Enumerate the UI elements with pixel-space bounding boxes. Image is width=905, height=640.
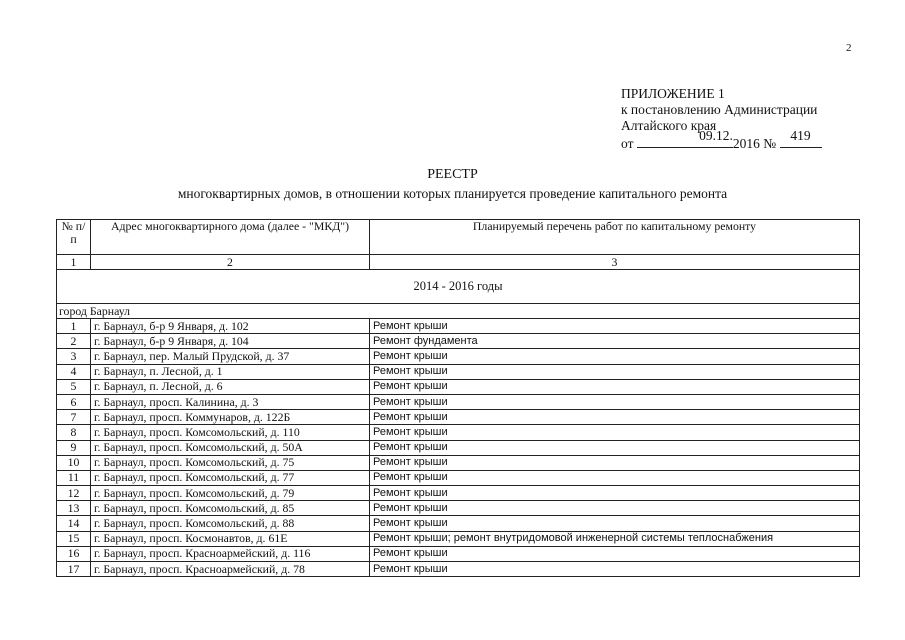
date-value: 09.12. bbox=[699, 128, 733, 143]
row-address: г. Барнаул, просп. Красноармейский, д. 116 bbox=[91, 546, 370, 561]
table-row bbox=[57, 470, 860, 485]
row-address: г. Барнаул, просп. Комсомольский, д. 50А bbox=[91, 440, 370, 455]
table-row bbox=[57, 349, 860, 364]
number-label: № bbox=[763, 136, 777, 151]
row-number: 6 bbox=[57, 394, 91, 409]
table-row bbox=[57, 531, 860, 546]
table-row bbox=[57, 379, 860, 394]
row-works: Ремонт крыши bbox=[370, 425, 860, 440]
row-works: Ремонт крыши bbox=[370, 501, 860, 516]
row-number: 11 bbox=[57, 470, 91, 485]
row-number: 5 bbox=[57, 379, 91, 394]
table-row bbox=[57, 486, 860, 501]
column-number-row bbox=[57, 255, 860, 270]
row-works: Ремонт крыши bbox=[370, 486, 860, 501]
table-body bbox=[57, 319, 860, 577]
column-number: 3 bbox=[370, 255, 860, 270]
row-number: 9 bbox=[57, 440, 91, 455]
table-row bbox=[57, 562, 860, 577]
table-row bbox=[57, 319, 860, 334]
row-number: 17 bbox=[57, 562, 91, 577]
row-address: г. Барнаул, п. Лесной, д. 1 bbox=[91, 364, 370, 379]
row-address: г. Барнаул, пер. Малый Прудской, д. 37 bbox=[91, 349, 370, 364]
year: 2016 bbox=[732, 136, 760, 151]
row-number: 1 bbox=[57, 319, 91, 334]
row-address: г. Барнаул, просп. Калинина, д. 3 bbox=[91, 394, 370, 409]
row-number: 15 bbox=[57, 531, 91, 546]
row-works: Ремонт крыши bbox=[370, 394, 860, 409]
row-number: 7 bbox=[57, 410, 91, 425]
registry-table bbox=[56, 219, 860, 577]
number-value: 419 bbox=[790, 128, 811, 143]
row-works: Ремонт крыши bbox=[370, 349, 860, 364]
appendix-date-line bbox=[621, 128, 822, 152]
appendix-block bbox=[621, 86, 822, 152]
table-row bbox=[57, 516, 860, 531]
row-works: Ремонт крыши bbox=[370, 364, 860, 379]
row-works: Ремонт крыши bbox=[370, 379, 860, 394]
table-row bbox=[57, 425, 860, 440]
row-number: 3 bbox=[57, 349, 91, 364]
header-number: № п/п bbox=[57, 220, 91, 255]
table-row bbox=[57, 546, 860, 561]
row-address: г. Барнаул, просп. Космонавтов, д. 61Е bbox=[91, 531, 370, 546]
row-number: 10 bbox=[57, 455, 91, 470]
row-address: г. Барнаул, п. Лесной, д. 6 bbox=[91, 379, 370, 394]
row-number: 2 bbox=[57, 334, 91, 349]
appendix-title: ПРИЛОЖЕНИЕ 1 bbox=[621, 86, 725, 101]
document-title: РЕЕСТР bbox=[427, 167, 478, 182]
page-number: 2 bbox=[846, 42, 852, 54]
row-address: г. Барнаул, просп. Коммунаров, д. 122Б bbox=[91, 410, 370, 425]
column-number: 1 bbox=[57, 255, 91, 270]
appendix-line-1: к постановлению Администрации bbox=[621, 102, 818, 117]
row-works: Ремонт крыши bbox=[370, 546, 860, 561]
document-subtitle: многоквартирных домов, в отношении которых планируется проведение капитального ремонта bbox=[177, 186, 728, 201]
number-underline bbox=[780, 128, 822, 148]
table-row bbox=[57, 501, 860, 516]
row-address: г. Барнаул, просп. Комсомольский, д. 77 bbox=[91, 470, 370, 485]
header-address: Адрес многоквартирного дома (далее - "МКД") bbox=[91, 220, 370, 255]
row-number: 13 bbox=[57, 501, 91, 516]
row-number: 14 bbox=[57, 516, 91, 531]
row-works: Ремонт крыши bbox=[370, 440, 860, 455]
row-works: Ремонт крыши bbox=[370, 562, 860, 577]
row-address: г. Барнаул, просп. Комсомольский, д. 110 bbox=[91, 425, 370, 440]
table-row bbox=[57, 364, 860, 379]
table-row bbox=[57, 334, 860, 349]
period-label: 2014 - 2016 годы bbox=[57, 270, 860, 304]
row-address: г. Барнаул, б-р 9 Января, д. 104 bbox=[91, 334, 370, 349]
row-works: Ремонт крыши bbox=[370, 470, 860, 485]
row-number: 4 bbox=[57, 364, 91, 379]
row-works: Ремонт крыши bbox=[370, 319, 860, 334]
row-works: Ремонт крыши; ремонт внутридомовой инженерной системы теплоснабжения bbox=[370, 531, 860, 546]
table-row bbox=[57, 394, 860, 409]
row-address: г. Барнаул, просп. Комсомольский, д. 88 bbox=[91, 516, 370, 531]
row-address: г. Барнаул, просп. Комсомольский, д. 85 bbox=[91, 501, 370, 516]
row-address: г. Барнаул, просп. Комсомольский, д. 79 bbox=[91, 486, 370, 501]
row-works: Ремонт крыши bbox=[370, 410, 860, 425]
row-works: Ремонт крыши bbox=[370, 455, 860, 470]
row-works: Ремонт крыши bbox=[370, 516, 860, 531]
row-address: г. Барнаул, б-р 9 Января, д. 102 bbox=[91, 319, 370, 334]
table-header-row bbox=[57, 220, 860, 255]
city-label: город Барнаул bbox=[57, 304, 860, 319]
row-address: г. Барнаул, просп. Красноармейский, д. 78 bbox=[91, 562, 370, 577]
from-label: от bbox=[621, 136, 634, 151]
row-number: 8 bbox=[57, 425, 91, 440]
row-number: 12 bbox=[57, 486, 91, 501]
appendix-line-2: Алтайского края bbox=[621, 118, 717, 133]
table-row bbox=[57, 455, 860, 470]
city-row bbox=[57, 304, 860, 319]
period-row bbox=[57, 270, 860, 304]
date-underline bbox=[637, 128, 733, 148]
header-works: Планируемый перечень работ по капитальному ремонту bbox=[370, 220, 860, 255]
column-number: 2 bbox=[91, 255, 370, 270]
row-number: 16 bbox=[57, 546, 91, 561]
row-address: г. Барнаул, просп. Комсомольский, д. 75 bbox=[91, 455, 370, 470]
row-works: Ремонт фундамента bbox=[370, 334, 860, 349]
table-row bbox=[57, 410, 860, 425]
table-row bbox=[57, 440, 860, 455]
